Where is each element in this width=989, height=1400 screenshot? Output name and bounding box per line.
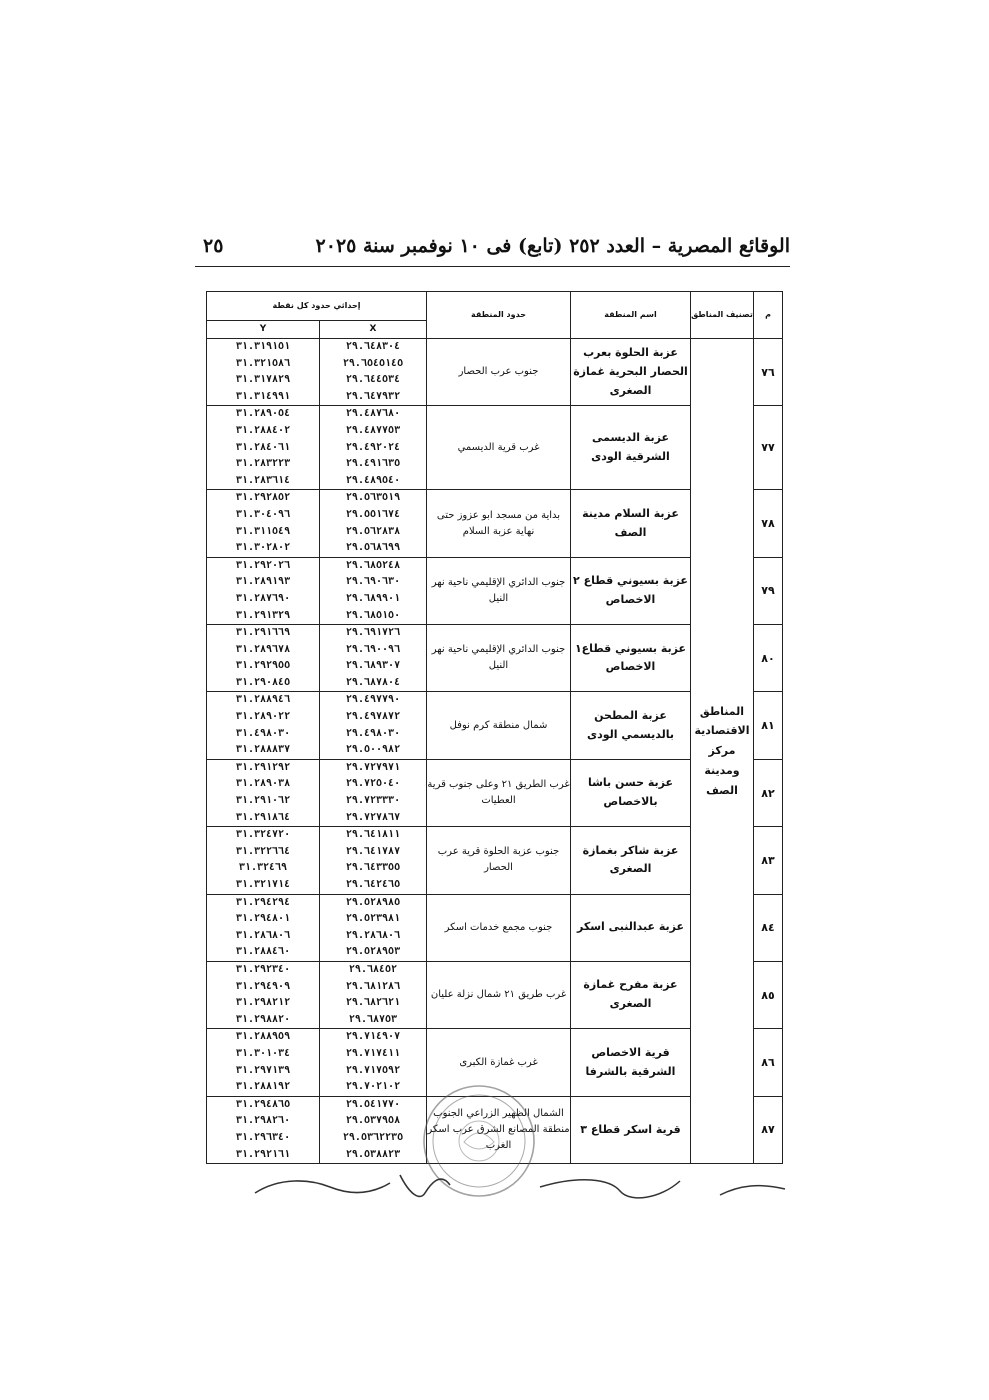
coord-x-value: ٢٩.٤٩٢٠٢٤ bbox=[345, 441, 401, 453]
zones-table bbox=[206, 291, 783, 1164]
coord-y-value: ٣١.٢٨٨٨٣٧ bbox=[235, 744, 291, 756]
coord-y-value: ٣١.٣١١٥٤٩ bbox=[235, 525, 291, 537]
row-number: ٨٢ bbox=[754, 759, 783, 826]
row-number: ٧٦ bbox=[754, 339, 783, 406]
coord-y-cell bbox=[207, 894, 320, 961]
coord-y-value: ٣١.٢٩١٠٦٢ bbox=[235, 795, 291, 807]
coord-y-value: ٣١.٢٩١٦٦٩ bbox=[235, 627, 291, 639]
coord-x-value: ٢٩.٥٣٨٨٢٣ bbox=[345, 1148, 401, 1160]
col-header-boundaries: حدود المنطقة bbox=[427, 292, 571, 339]
table-row bbox=[207, 339, 783, 406]
coord-x-value: ٢٩.٥٥١٦٧٤ bbox=[345, 508, 401, 520]
area-name-cell: عزبة المطحن بالديسمي الودى bbox=[571, 692, 691, 759]
coord-x-value: ٢٩.٦٨٢٦٢١ bbox=[345, 997, 401, 1009]
coord-x-value: ٢٩.٤٨٧٦٨٠ bbox=[345, 408, 401, 420]
row-number: ٧٨ bbox=[754, 490, 783, 557]
coord-x-value: ٢٩.٦٨٥٢٤٨ bbox=[345, 559, 401, 571]
coord-y-value: ٣١.٢٨٩٠٥٤ bbox=[235, 408, 291, 420]
boundaries-cell: غرب قرية الديسمي bbox=[427, 406, 571, 490]
coord-x-cell bbox=[320, 1029, 427, 1096]
boundaries-cell: غرب طريق ٢١ شمال نزلة عليان bbox=[427, 961, 571, 1028]
coord-x-cell bbox=[320, 692, 427, 759]
area-name-cell: قرية اسكر قطاع ٣ bbox=[571, 1096, 691, 1163]
coord-y-value: ٣١.٣٠٤٠٩٦ bbox=[235, 508, 291, 520]
boundaries-cell: غرب غمازة الكبرى bbox=[427, 1029, 571, 1096]
coord-y-value: ٣١.٣٢٢٦٦٤ bbox=[235, 845, 291, 857]
coord-y-value: ٣١.٣٢١٥٨٦ bbox=[235, 357, 291, 369]
coord-x-value: ٢٩.٧٠٢١٠٢ bbox=[345, 1081, 401, 1093]
coord-y-value: ٣١.٢٩٢٠٢٦ bbox=[235, 559, 291, 571]
coord-x-value: ٢٩.٥٢٣٩٨١ bbox=[345, 913, 401, 925]
coord-y-value: ٣١.٣١٧٨٢٩ bbox=[235, 374, 291, 386]
coord-x-value: ٢٩.٢٨٦٨٠٦ bbox=[345, 929, 401, 941]
col-header-y: Y bbox=[207, 321, 320, 339]
row-number: ٧٧ bbox=[754, 406, 783, 490]
coord-y-value: ٣١.٢٩٧١٣٩ bbox=[235, 1064, 291, 1076]
coord-x-value: ٢٩.٧١٧٤١١ bbox=[345, 1047, 401, 1059]
area-name-cell: عزبة عبدالنبى اسكر bbox=[571, 894, 691, 961]
coord-x-value: ٢٩.٦٤٧٩٣٢ bbox=[345, 390, 401, 402]
coord-x-cell bbox=[320, 625, 427, 692]
classification-cell: المناطق الاقتصادية مركز ومدينة الصف bbox=[691, 339, 754, 1164]
coord-y-value: ٣١.٣٢٤٧٢٠ bbox=[235, 829, 291, 841]
coord-x-value: ٢٩.٤٨٧٧٥٣ bbox=[345, 424, 401, 436]
coord-x-value: ٢٩.٥٠٠٩٨٢ bbox=[345, 744, 401, 756]
col-header-coords: إحداثي حدود كل نقطة bbox=[207, 292, 427, 321]
col-header-area-name: اسم المنطقة bbox=[571, 292, 691, 339]
coord-y-cell bbox=[207, 961, 320, 1028]
coord-x-value: ٢٩.٤٩٧٨٧٢ bbox=[345, 711, 401, 723]
coord-x-value: ٢٩.٦٨٥١٥٠ bbox=[345, 609, 401, 621]
area-name-cell: عزبة حسن باشا بالاخصاص bbox=[571, 759, 691, 826]
coord-y-value: ٣١.٢٩١٢٩٢ bbox=[235, 761, 291, 773]
coord-x-value: ٢٩.٧٢٥٠٤٠ bbox=[345, 778, 401, 790]
coord-y-value: ٣١.٣١٤٩٩١ bbox=[235, 390, 291, 402]
boundaries-cell: جنوب الدائري الإقليمي ناحية نهر النيل bbox=[427, 625, 571, 692]
coord-x-value: ٢٩.٦٩١٧٢٦ bbox=[345, 627, 401, 639]
col-header-m: م bbox=[754, 292, 783, 339]
coord-x-value: ٢٩.٥٦٣٥١٩ bbox=[345, 492, 401, 504]
coord-y-cell bbox=[207, 1029, 320, 1096]
gazette-title: الوقائع المصرية – العدد ٢٥٢ (تابع) فى ١٠ نوفمبر سنة ٢٠٢٥ bbox=[315, 235, 790, 257]
coord-y-value: ٣١.٢٩٦٣٤٠ bbox=[235, 1131, 291, 1143]
coord-x-cell bbox=[320, 557, 427, 624]
coord-x-value: ٢٩.٦٨٧٥٣ bbox=[348, 1013, 398, 1025]
coord-x-value: ٢٩.٥٢٨٩٥٣ bbox=[345, 946, 401, 958]
coord-y-value: ٣١.٢٨٣٦١٤ bbox=[235, 474, 291, 486]
boundaries-cell: بداية من مسجد ابو عزوز حتى نهاية عزبة السلام bbox=[427, 490, 571, 557]
coord-x-cell bbox=[320, 759, 427, 826]
coord-x-value: ٢٩.٥٦٨٦٩٩ bbox=[345, 542, 401, 554]
row-number: ٨١ bbox=[754, 692, 783, 759]
row-number: ٨٣ bbox=[754, 827, 783, 894]
coord-x-value: ٢٩.٧٢٧٨٦٧ bbox=[345, 811, 401, 823]
coord-x-value: ٢٩.٧٢٧٩٧١ bbox=[345, 761, 401, 773]
coord-x-value: ٢٩.٥٣٦٢٢٣٥ bbox=[342, 1131, 404, 1143]
coord-x-value: ٢٩.٦٩٠٦٣٠ bbox=[345, 576, 401, 588]
coord-x-value: ٢٩.٧١٧٥٩٢ bbox=[345, 1064, 401, 1076]
coord-y-cell bbox=[207, 1096, 320, 1163]
coord-y-cell bbox=[207, 339, 320, 406]
coord-x-cell bbox=[320, 490, 427, 557]
coord-y-value: ٣١.٢٩١٨٦٤ bbox=[235, 811, 291, 823]
row-number: ٨٧ bbox=[754, 1096, 783, 1163]
coord-y-value: ٣١.٢٩٨٨٢٠ bbox=[235, 1013, 291, 1025]
coord-y-value: ٣١.٣٠١٠٣٤ bbox=[235, 1047, 291, 1059]
coord-x-value: ٢٩.٧١٤٩٠٧ bbox=[345, 1031, 401, 1043]
coord-y-cell bbox=[207, 490, 320, 557]
coord-x-value: ٢٩.٤٩٧٧٩٠ bbox=[345, 694, 401, 706]
boundaries-cell: غرب الطريق ٢١ وعلى جنوب قرية العطيات bbox=[427, 759, 571, 826]
coord-y-value: ٣١.٢٨٨٤٦٠ bbox=[235, 946, 291, 958]
coord-y-value: ٣١.٤٩٨٠٣٠ bbox=[235, 727, 291, 739]
row-number: ٨٠ bbox=[754, 625, 783, 692]
area-name-cell: عزبة الديسمى الشرقية الودى bbox=[571, 406, 691, 490]
coord-y-value: ٣١.٢٩٠٨٤٥ bbox=[235, 676, 291, 688]
col-header-classification: تصنيف المناطق bbox=[691, 292, 754, 339]
coord-x-value: ٢٩.٦٥٤٥١٤٥ bbox=[342, 357, 404, 369]
coord-x-value: ٢٩.٦٤١٧٨٧ bbox=[345, 845, 401, 857]
coord-y-value: ٣١.٣٢٤٦٩ bbox=[238, 862, 288, 874]
coord-y-value: ٣١.٣٢١٧١٤ bbox=[235, 879, 291, 890]
coord-x-value: ٢٩.٦٤٤٥٣٤ bbox=[345, 374, 401, 386]
boundaries-cell: شمال منطقة كرم نوفل bbox=[427, 692, 571, 759]
coord-y-value: ٣١.٢٩٢٨٥٢ bbox=[235, 492, 291, 504]
page-number: ٢٥ bbox=[203, 235, 224, 257]
coord-x-value: ٢٩.٦٤١٨١١ bbox=[345, 829, 401, 841]
signature bbox=[250, 1165, 790, 1205]
coord-y-value: ٣١.٢٩٨٢٦٠ bbox=[235, 1115, 291, 1127]
coord-y-value: ٣١.٢٨٩٦٧٨ bbox=[235, 643, 291, 655]
coord-y-value: ٣١.٢٨٦٨٠٦ bbox=[235, 929, 291, 941]
coord-y-value: ٣١.٢٩٢٩٥٥ bbox=[235, 660, 291, 672]
coord-y-cell bbox=[207, 692, 320, 759]
coord-x-value: ٢٩.٥٦٢٨٣٨ bbox=[345, 525, 401, 537]
col-header-x: X bbox=[320, 321, 427, 339]
coord-y-value: ٣١.٢٩٤٢٩٤ bbox=[235, 896, 291, 908]
coord-y-cell bbox=[207, 557, 320, 624]
coord-y-value: ٣١.٢٨٣٢٢٣ bbox=[235, 458, 291, 470]
coord-x-value: ٢٩.٥٢٨٩٨٥ bbox=[345, 896, 401, 908]
coord-x-value: ٢٩.٤٩١٦٣٥ bbox=[345, 458, 401, 470]
coord-x-cell bbox=[320, 406, 427, 490]
coord-x-value: ٢٩.٦٤٢٤٦٥ bbox=[345, 879, 401, 890]
coord-y-value: ٣١.٢٩٢١٦١ bbox=[235, 1148, 291, 1160]
coord-x-value: ٢٩.٦٨٤٥٢ bbox=[348, 963, 398, 975]
coord-y-value: ٣١.٢٨٨٩٥٩ bbox=[235, 1031, 291, 1043]
coord-x-cell bbox=[320, 961, 427, 1028]
coord-y-value: ٣١.٣٠٢٨٠٢ bbox=[235, 542, 291, 554]
coord-x-value: ٢٩.٧٢٣٣٣٠ bbox=[345, 795, 401, 807]
coord-x-value: ٢٩.٦٨٧٨٠٤ bbox=[345, 676, 401, 688]
coord-y-cell bbox=[207, 827, 320, 894]
coord-y-value: ٣١.٢٨٧٦٩٠ bbox=[235, 592, 291, 604]
coord-y-value: ٣١.٢٨٨١٩٢ bbox=[235, 1081, 291, 1093]
coord-y-value: ٣١.٢٩٤٨٦٥ bbox=[235, 1098, 291, 1110]
coord-y-value: ٣١.٢٨٩١٩٣ bbox=[235, 576, 291, 588]
header-rule bbox=[195, 266, 790, 267]
coord-y-cell bbox=[207, 759, 320, 826]
area-name-cell: عزبة مفرح غمازة الصغرى bbox=[571, 961, 691, 1028]
coord-x-cell bbox=[320, 339, 427, 406]
coord-x-cell bbox=[320, 1096, 427, 1163]
boundaries-cell: الشمال الظهير الزراعي الجنوب منطقة المصانع الشرق عرب اسكر الغرب bbox=[427, 1096, 571, 1163]
coord-y-value: ٣١.٢٨٨٩٤٦ bbox=[235, 694, 291, 706]
coord-y-value: ٣١.٢٩٤٨٠١ bbox=[235, 913, 291, 925]
row-number: ٨٤ bbox=[754, 894, 783, 961]
coord-x-value: ٢٩.٦٤٣٣٥٥ bbox=[345, 862, 401, 874]
coord-y-value: ٣١.٢٨٩٠٣٨ bbox=[235, 778, 291, 790]
coord-y-value: ٣١.٣١٩١٥١ bbox=[235, 341, 291, 352]
coord-x-value: ٢٩.٦٨٩٣٠٧ bbox=[345, 660, 401, 672]
coord-x-value: ٢٩.٦٩٠٠٩٦ bbox=[345, 643, 401, 655]
coord-x-cell bbox=[320, 827, 427, 894]
area-name-cell: قرية الاخصاص الشرقية بالشرفا bbox=[571, 1029, 691, 1096]
area-name-cell: عزبة شاكر بغمازة الصغرى bbox=[571, 827, 691, 894]
boundaries-cell: جنوب مجمع خدمات اسكر bbox=[427, 894, 571, 961]
area-name-cell: عزبة بسيوني قطاع١ الاخصاص bbox=[571, 625, 691, 692]
boundaries-cell: جنوب الدائري الإقليمي ناحية نهر النيل bbox=[427, 557, 571, 624]
coord-y-value: ٣١.٢٨٨٤٠٢ bbox=[235, 424, 291, 436]
coord-y-value: ٣١.٢٩٤٩٠٩ bbox=[235, 980, 291, 992]
page-header bbox=[195, 228, 790, 264]
coord-x-value: ٢٩.٦٤٨٣٠٤ bbox=[345, 341, 401, 352]
coord-x-value: ٢٩.٦٨٩٩٠١ bbox=[345, 592, 401, 604]
coord-y-value: ٣١.٢٩١٣٢٩ bbox=[235, 609, 291, 621]
coord-x-value: ٢٩.٥٣٧٩٥٨ bbox=[345, 1115, 401, 1127]
coord-x-value: ٢٩.٦٨١٢٨٦ bbox=[345, 980, 401, 992]
boundaries-cell: جنوب عزبة الحلوة قرية عرب الحصار bbox=[427, 827, 571, 894]
coord-y-value: ٣١.٢٩٢٣٤٠ bbox=[235, 963, 291, 975]
row-number: ٨٦ bbox=[754, 1029, 783, 1096]
row-number: ٨٥ bbox=[754, 961, 783, 1028]
coord-y-cell bbox=[207, 625, 320, 692]
table-body bbox=[207, 339, 783, 1164]
coord-x-value: ٢٩.٤٩٨٠٣٠ bbox=[345, 727, 401, 739]
coord-x-cell bbox=[320, 894, 427, 961]
coord-y-value: ٣١.٢٨٤٠٦١ bbox=[235, 441, 291, 453]
boundaries-cell: جنوب عرب الحصار bbox=[427, 339, 571, 406]
coord-y-value: ٣١.٢٨٩٠٢٢ bbox=[235, 711, 291, 723]
coord-x-value: ٢٩.٥٤١٧٧٠ bbox=[345, 1098, 401, 1110]
coord-y-value: ٣١.٢٩٨٢١٢ bbox=[235, 997, 291, 1009]
coord-x-value: ٢٩.٤٨٩٥٤٠ bbox=[345, 474, 401, 486]
row-number: ٧٩ bbox=[754, 557, 783, 624]
area-name-cell: عزبة الحلوة بعرب الحصار البحرية غمازة الصغرى bbox=[571, 339, 691, 406]
coord-y-cell bbox=[207, 406, 320, 490]
area-name-cell: عزبة السلام مدينة الصف bbox=[571, 490, 691, 557]
area-name-cell: عزبة بسيوني قطاع ٢ الاخصاص bbox=[571, 557, 691, 624]
